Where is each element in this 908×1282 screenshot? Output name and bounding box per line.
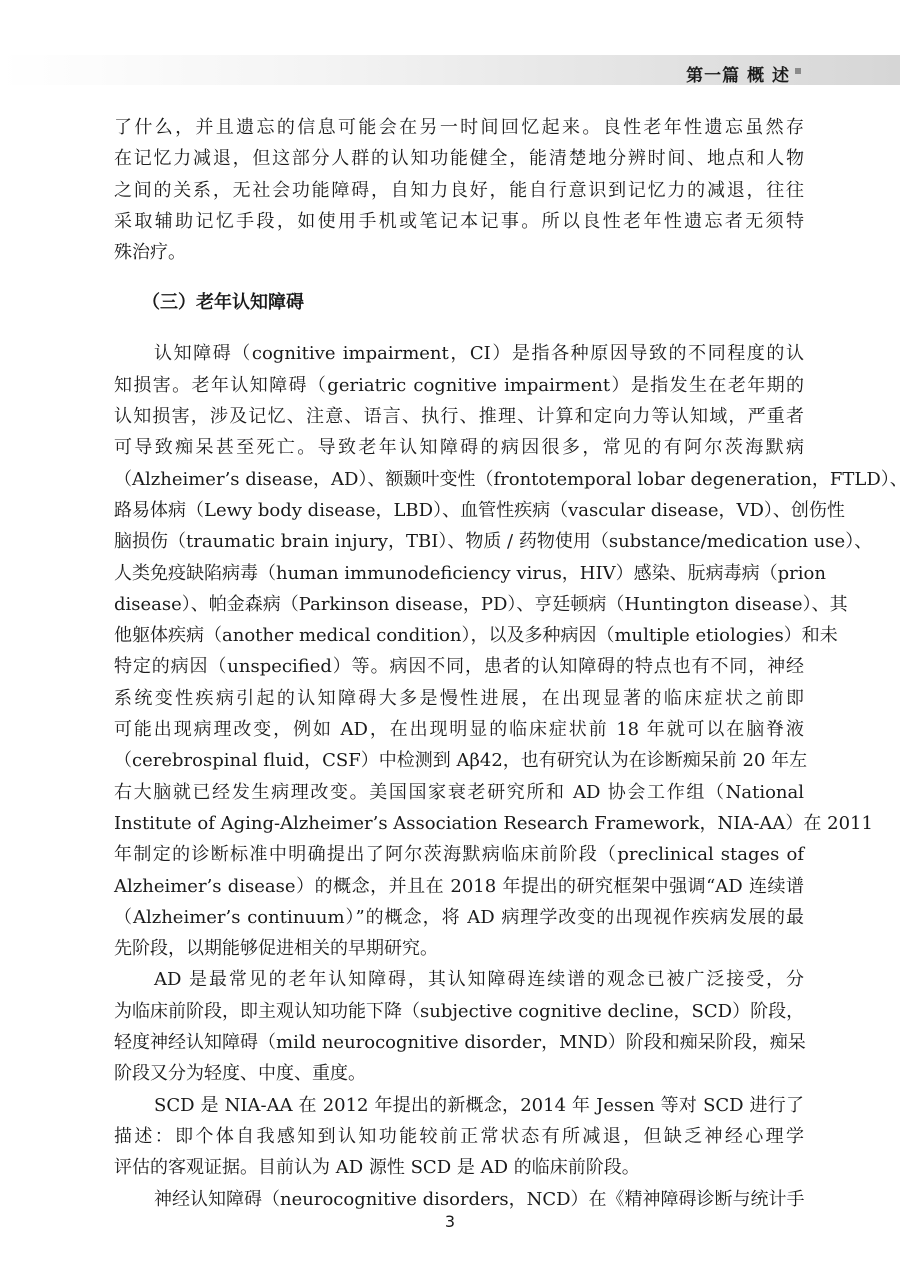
text-line: disease）、帕金森病（Parkinson disease，PD）、亨廷顿病（Huntington disease）、其 <box>114 593 848 615</box>
text-line: （cerebrospinal fluid，CSF）中检测到 Aβ42，也有研究认为在诊断痴呆前 20 年左 <box>114 750 808 772</box>
paragraph-3 <box>114 964 804 1089</box>
text-line: 可能出现病理改变，例如 AD，在出现明显的临床症状前 18 年就可以在脑脊液 <box>114 719 804 741</box>
text-line: 阶段又分为轻度、中度、重度。 <box>114 1063 366 1085</box>
text-line: 右大脑就已经发生病理改变。美国国家衰老研究所和 AD 协会工作组（National <box>114 781 804 803</box>
text-line: 人类免疫缺陷病毒（human immunodeficiency virus，HIV）感染、朊病毒病（prion <box>114 562 826 584</box>
text-line: 为临床前阶段，即主观认知功能下降（subjective cognitive decline，SCD）阶段， <box>114 1000 805 1022</box>
text-line: 系统变性疾病引起的认知障碍大多是慢性进展，在出现显著的临床症状之前即 <box>114 687 804 709</box>
text-line: 轻度神经认知障碍（mild neurocognitive disorder，MND）阶段和痴呆阶段，痴呆 <box>114 1032 806 1054</box>
text-line: 年制定的诊断标准中明确提出了阿尔茨海默病临床前阶段（preclinical stages of <box>114 844 804 866</box>
text-line: 描述：即个体自我感知到认知功能较前正常状态有所减退，但缺乏神经心理学 <box>114 1125 804 1147</box>
section-heading: （三）老年认知障碍 <box>142 292 304 314</box>
header-square-icon <box>795 68 801 74</box>
text-line: 先阶段，以期能够促进相关的早期研究。 <box>114 938 438 960</box>
text-line: 了什么，并且遗忘的信息可能会在另一时间回忆起来。良性老年性遗忘虽然存 <box>114 117 804 138</box>
text-line: 评估的客观证据。目前认为 AD 源性 SCD 是 AD 的临床前阶段。 <box>114 1157 640 1179</box>
paragraph-1 <box>114 112 804 268</box>
text-line: 殊治疗。 <box>114 242 186 264</box>
text-line: 之间的关系，无社会功能障碍，自知力良好，能自行意识到记忆力的减退，往往 <box>114 179 804 201</box>
text-line: 神经认知障碍（neurocognitive disorders，NCD）在《精神障碍诊断与统计手 <box>154 1188 805 1210</box>
paragraph-4 <box>114 1090 804 1184</box>
text-line: 在记忆力减退，但这部分人群的认知功能健全，能清楚地分辨时间、地点和人物 <box>114 148 804 170</box>
text-line: 认知障碍（cognitive impairment，CI）是指各种原因导致的不同程度的认 <box>154 343 804 365</box>
text-line: AD 是最常见的老年认知障碍，其认知障碍连续谱的观念已被广泛接受，分 <box>154 969 804 991</box>
paragraph-2 <box>114 338 908 964</box>
text-line: Institute of Aging-Alzheimer’s Association Research Framework，NIA-AA）在 2011 <box>114 812 873 834</box>
paragraph-5 <box>114 1184 804 1215</box>
running-header-title: 第一篇 概 述 <box>686 66 790 86</box>
page-body <box>114 112 908 1215</box>
text-line: Alzheimer’s disease）的概念，并且在 2018 年提出的研究框架中强调“AD 连续谱 <box>114 875 804 897</box>
text-line: 认知损害，涉及记忆、注意、语言、执行、推理、计算和定向力等认知域，严重者 <box>114 406 804 428</box>
text-line: 特定的病因（unspecified）等。病因不同，患者的认知障碍的特点也有不同，神经 <box>114 656 804 678</box>
text-line: 脑损伤（traumatic brain injury，TBI）、物质 / 药物使用（substance/medication use）、 <box>114 531 873 553</box>
text-line: 知损害。老年认知障碍（geriatric cognitive impairment）是指发生在老年期的 <box>114 374 804 396</box>
text-line: （Alzheimer’s continuum）”的概念，将 AD 病理学改变的出现视作疾病发展的最 <box>114 906 804 928</box>
text-line: 可导致痴呆甚至死亡。导致老年认知障碍的病因很多，常见的有阿尔茨海默病 <box>114 437 804 459</box>
text-line: 路易体病（Lewy body disease，LBD）、血管性疾病（vascular disease，VD）、创伤性 <box>114 499 845 521</box>
page-number: 3 <box>444 1212 456 1231</box>
text-line: 采取辅助记忆手段，如使用手机或笔记本记事。所以良性老年性遗忘者无须特 <box>114 210 804 232</box>
text-line: 他躯体疾病（another medical condition），以及多种病因（multiple etiologies）和未 <box>114 625 838 647</box>
text-line: SCD 是 NIA-AA 在 2012 年提出的新概念，2014 年 Jessen 等对 SCD 进行了 <box>154 1094 804 1116</box>
text-line: （Alzheimer’s disease，AD）、额颞叶变性（frontotemporal lobar degeneration，FTLD）、 <box>114 468 908 490</box>
